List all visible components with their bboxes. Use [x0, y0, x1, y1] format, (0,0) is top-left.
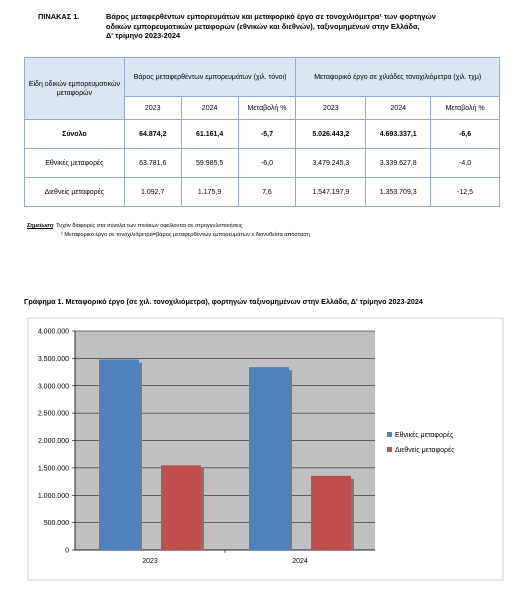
y-tick-label: 500.000 [43, 520, 69, 528]
row-label: Εθνικές μεταφορές [25, 149, 125, 178]
subheader-work-change: Μεταβολή % [431, 97, 500, 120]
y-tick-label: 0 [65, 547, 69, 555]
row-label: Σύνολο [25, 120, 125, 149]
cell-weight-change: -5,7 [238, 120, 296, 149]
cell-weight-2023: 64.874,2 [124, 120, 181, 149]
header-work-group: Μεταφορικό έργο σε χιλιάδες τονοχιλιόμετρα (χιλ. τχμ) [296, 58, 500, 97]
cell-work-change: -4,0 [431, 149, 500, 178]
bar-shadow [351, 479, 354, 550]
y-tick-label: 3.500.000 [37, 355, 69, 363]
cell-weight-2024: 59.985,5 [181, 149, 238, 178]
cell-work-change: -6,6 [431, 120, 500, 149]
table-title-line-1: Βάρος μεταφερθέντων εμπορευμάτων και μεταφορικό έργο σε τονοχιλιόμετρα¹ των φορτηγών [106, 12, 436, 21]
y-tick-label: 1.000.000 [37, 492, 69, 500]
bar-shadow [139, 363, 142, 550]
cell-work-2024: 3.339.627,8 [366, 149, 431, 178]
y-tick-label: 1.500.000 [37, 465, 69, 473]
x-tick-label: 2024 [292, 558, 308, 565]
cell-work-2023: 3.479.245,3 [296, 149, 366, 178]
cell-work-2023: 5.026.443,2 [296, 120, 366, 149]
y-tick-label: 4.000.000 [37, 328, 69, 336]
cell-weight-2024: 61.161,4 [181, 120, 238, 149]
cell-weight-2024: 1.175,9 [181, 178, 238, 207]
bar [99, 360, 139, 550]
subheader-weight-change: Μεταβολή % [238, 97, 296, 120]
bar [311, 476, 351, 550]
cell-work-2024: 1.353.709,3 [366, 178, 431, 207]
header-transport-type: Είδη οδικών εμπορευματικών μεταφορών [25, 58, 125, 120]
table-label: ΠΙΝΑΚΑΣ 1. [38, 12, 80, 21]
cell-weight-2023: 63.781,6 [124, 149, 181, 178]
footnote-line: ¹ Μεταφορικό έργο σε τονοχιλιόμετρα=βάρος μεταφερθέντων εμπορευμάτων x διανυθείσα απόσταση [61, 232, 310, 238]
cell-weight-2023: 1.092,7 [124, 178, 181, 207]
y-tick-label: 3.000.000 [37, 383, 69, 391]
cell-weight-change: -6,0 [238, 149, 296, 178]
cell-work-2024: 4.693.337,1 [366, 120, 431, 149]
subheader-work-2024: 2024 [366, 97, 431, 120]
bar-shadow [289, 370, 292, 550]
legend-label: Διεθνείς μεταφορές [395, 447, 455, 454]
chart-title: Γράφημα 1. Μεταφορικό έργο (σε χιλ. τονοχιλιόμετρα), φορτηγών ταξινομημένων στην Ελλάδα, Δ' τρίμηνο 2023-2024 [24, 297, 423, 306]
legend-swatch [387, 447, 392, 452]
subheader-weight-2023: 2023 [124, 97, 181, 120]
cell-work-change: -12,5 [431, 178, 500, 207]
table-title-line-3: Δ' τρίμηνο 2023-2024 [106, 31, 181, 41]
x-tick-label: 2023 [142, 558, 158, 565]
legend-swatch [387, 432, 392, 437]
table-title-line-2: οδικών εμπορευματικών μεταφορών (εθνικών και διεθνών), ταξινομημένων στην Ελλάδα, [106, 21, 420, 31]
y-tick-label: 2.000.000 [37, 438, 69, 445]
cell-weight-change: 7,6 [238, 178, 296, 207]
note-label: Σημείωση [27, 223, 54, 229]
header-weight-group: Βάρος μεταφερθέντων εμπορευμάτων (χιλ. τόνοι) [124, 58, 296, 97]
y-tick-label: 2.500.000 [37, 410, 69, 418]
note-text: : Τυχόν διαφορές στα σύνολα των πινάκων οφείλονται σε στρογγυλοποιήσεις [53, 223, 243, 229]
subheader-work-2023: 2023 [296, 97, 366, 120]
subheader-weight-2024: 2024 [181, 97, 238, 120]
bar-shadow [201, 468, 204, 550]
cell-work-2023: 1.547.197,9 [296, 178, 366, 207]
legend-label: Εθνικές μεταφορές [395, 432, 454, 439]
bar [249, 367, 289, 550]
bar [161, 465, 201, 550]
row-label: Διεθνείς μεταφορές [25, 178, 125, 207]
